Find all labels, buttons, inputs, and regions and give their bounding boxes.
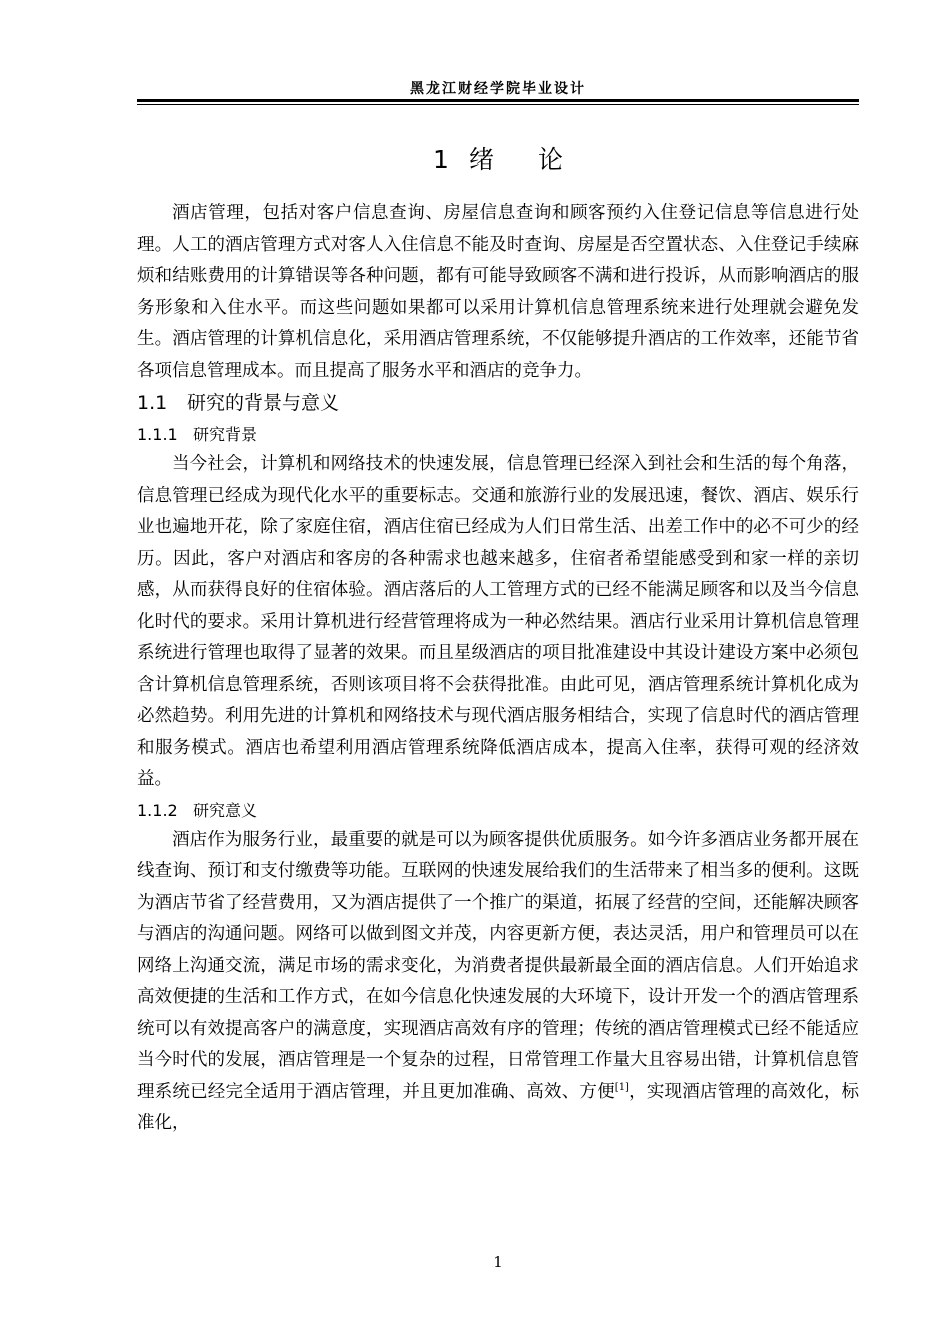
subsection-title: 研究意义 (193, 800, 258, 820)
section-title: 研究的背景与意义 (187, 392, 340, 414)
chapter-title-part2: 论 (537, 145, 563, 174)
subsection-heading-1-1-1 (137, 420, 859, 449)
page-number: 1 (493, 1253, 503, 1271)
subsection-number: 1.1.2 (137, 800, 178, 820)
section-heading-1-1 (137, 387, 859, 420)
intro-paragraph: 酒店管理，包括对客户信息查询、房屋信息查询和顾客预约入住登记信息等信息进行处理。人工的酒店管理方式对客人入住信息不能及时查询、房屋是否空置状态、入住登记手续麻烦和结账费用的计算错误等各种问题，都有可能导致顾客不满和进行投诉，从而影响酒店的服务形象和入住水平。而这些问题如果都可以采用计算机信息管理系统来进行处理就会避免发生。酒店管理的计算机信息化，采用酒店管理系统，不仅能够提升酒店的工作效率，还能节省各项信息管理成本。而且提高了服务水平和酒店的竞争力。 (137, 203, 859, 381)
page-header: 黑龙江财经学院毕业设计 (410, 81, 586, 97)
significance-text-continued: ，实现酒店管理的高效化，标准化， (137, 1081, 860, 1133)
background-paragraph: 当今社会，计算机和网络技术的快速发展，信息管理已经深入到社会和生活的每个角落，信息管理已经成为现代化水平的重要标志。交通和旅游行业的发展迅速，餐饮、酒店、娱乐行业也遍地开花，除了家庭住宿，酒店住宿已经成为人们日常生活、出差工作中的必不可少的经历。因此，客户对酒店和客房的各种需求也越来越多，住宿者希望能感受到和家一样的亲切感，从而获得良好的住宿体验。酒店落后的人工管理方式的已经不能满足顾客和以及当今信息化时代的要求。采用计算机进行经营管理将成为一种必然结果。酒店行业采用计算机信息管理系统进行管理也取得了显著的效果。而且星级酒店的项目批准建设中其设计建设方案中必须包含计算机信息管理系统，否则该项目将不会获得批准。由此可见，酒店管理系统计算机化成为必然趋势。利用先进的计算机和网络技术与现代酒店服务相结合，实现了信息时代的酒店管理和服务模式。酒店也希望利用酒店管理系统降低酒店成本，提高入住率，获得可观的经济效益。 (137, 454, 859, 789)
chapter-title (137, 140, 859, 176)
subsection-number: 1.1.1 (137, 425, 178, 444)
header-rule-thin (137, 104, 859, 105)
significance-paragraph (137, 825, 859, 1140)
header-rule-thick (137, 99, 859, 102)
chapter-title-part1: 绪 (468, 145, 494, 174)
chapter-number: 1 (433, 145, 449, 174)
section-number: 1.1 (137, 392, 168, 414)
citation-marker[interactable]: [1] (614, 1081, 629, 1093)
subsection-title: 研究背景 (193, 425, 258, 444)
document-body (137, 198, 859, 1140)
subsection-heading-1-1-2 (137, 796, 859, 825)
significance-text: 酒店作为服务行业，最重要的就是可以为顾客提供优质服务。如今许多酒店业务都开展在线查询、预订和支付缴费等功能。互联网的快速发展给我们的生活带来了相当多的便利。这既为酒店节省了经营费用，又为酒店提供了一个推广的渠道，拓展了经营的空间，还能解决顾客与酒店的沟通问题。网络可以做到图文并茂，内容更新方便，表达灵活，用户和管理员可以在网络上沟通交流，满足市场的需求变化，为消费者提供最新最全面的酒店信息。人们开始追求高效便捷的生活和工作方式，在如今信息化快速发展的大环境下，设计开发一个的酒店管理系统可以有效提高客户的满意度，实现酒店高效有序的管理；传统的酒店管理模式已经不能适应当今时代的发展，酒店管理是一个复杂的过程，日常管理工作量大且容易出错，计算机信息管理系统已经完全适用于酒店管理，并且更加准确、高效、方便 (137, 829, 859, 1102)
